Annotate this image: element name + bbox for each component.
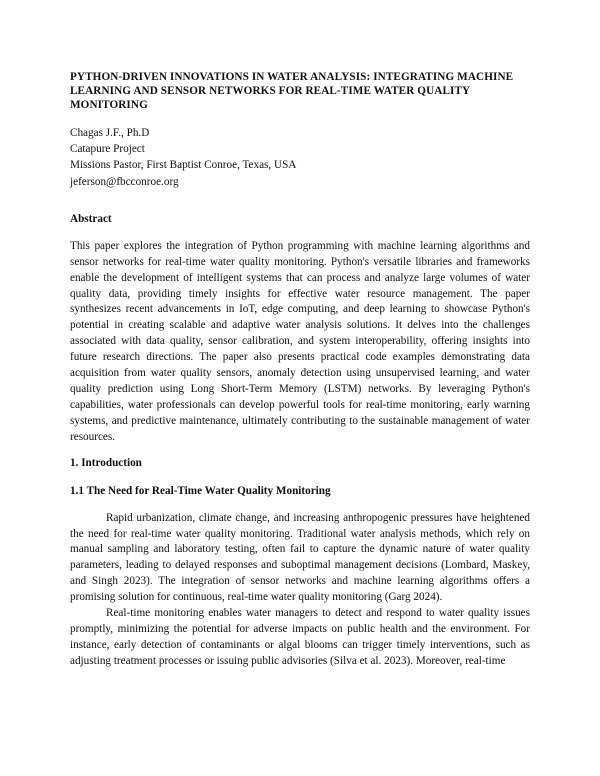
author-name: Chagas J.F., Ph.D xyxy=(70,127,150,139)
subsection-heading: 1.1 The Need for Real-Time Water Quality Monitoring xyxy=(70,484,331,497)
intro-paragraph-1: Rapid urbanization, climate change, and increasing anthropogenic pressures have heightened the need for real-time water quality monitoring. Traditional water analysis methods, which rely on manual sampling and laboratory testing, often fail to capture the dynamic nature of water quality parameters, leading to delayed responses and suboptimal management decisions (Lombard, Maskey, and Singh 2023). The integration of sensor networks and machine learning algorithms offers a promising solution for continuous, real-time water quality monitoring (Garg 2024). xyxy=(70,511,530,604)
author-email: jeferson@fbcconroe.org xyxy=(70,175,179,188)
author-project: Catapure Project xyxy=(70,143,145,156)
abstract-text: This paper explores the integration of Python programming with machine learning algorithms and sensor networks for real-time water quality monitoring. Python's versatile libraries and frameworks enable the development of intelligent systems that can process and analyze large volumes of water quality data, providing timely insights for effective water resource management. The paper synthesizes recent advancements in IoT, edge computing, and deep learning to showcase Python's potential in creating scalable and adaptive water analysis solutions. It delves into the challenges associated with data quality, sensor calibration, and system interoperability, offering insights into future research directions. The paper also presents practical code examples demonstrating data acquisition from water quality sensors, anomaly detection using unsupervised learning, and water quality prediction using Long Short-Term Memory (LSTM) networks. By leveraging Python's capabilities, water professionals can develop powerful tools for real-time monitoring, early warning systems, and predictive maintenance, ultimately contributing to the sustainable management of water resources. xyxy=(70,239,530,443)
author-block xyxy=(70,125,530,190)
section-heading-introduction: 1. Introduction xyxy=(70,456,142,469)
paper-title: PYTHON-DRIVEN INNOVATIONS IN WATER ANALYSIS: INTEGRATING MACHINE LEARNING AND SENSOR NETWORKS FOR REAL-TIME WATER QUALITY MONITORING xyxy=(70,71,514,111)
intro-paragraph-2: Real-time monitoring enables water managers to detect and respond to water quality issues promptly, minimizing the potential for adverse impacts on public health and the environment. For instance, early detection of contaminants or algal blooms can trigger timely interventions, such as adjusting treatment processes or issuing public advisories (Silva et al. 2023). Moreover, real-time xyxy=(70,607,530,667)
author-affiliation: Missions Pastor, First Baptist Conroe, Texas, USA xyxy=(70,159,297,172)
abstract-heading: Abstract xyxy=(70,212,112,225)
